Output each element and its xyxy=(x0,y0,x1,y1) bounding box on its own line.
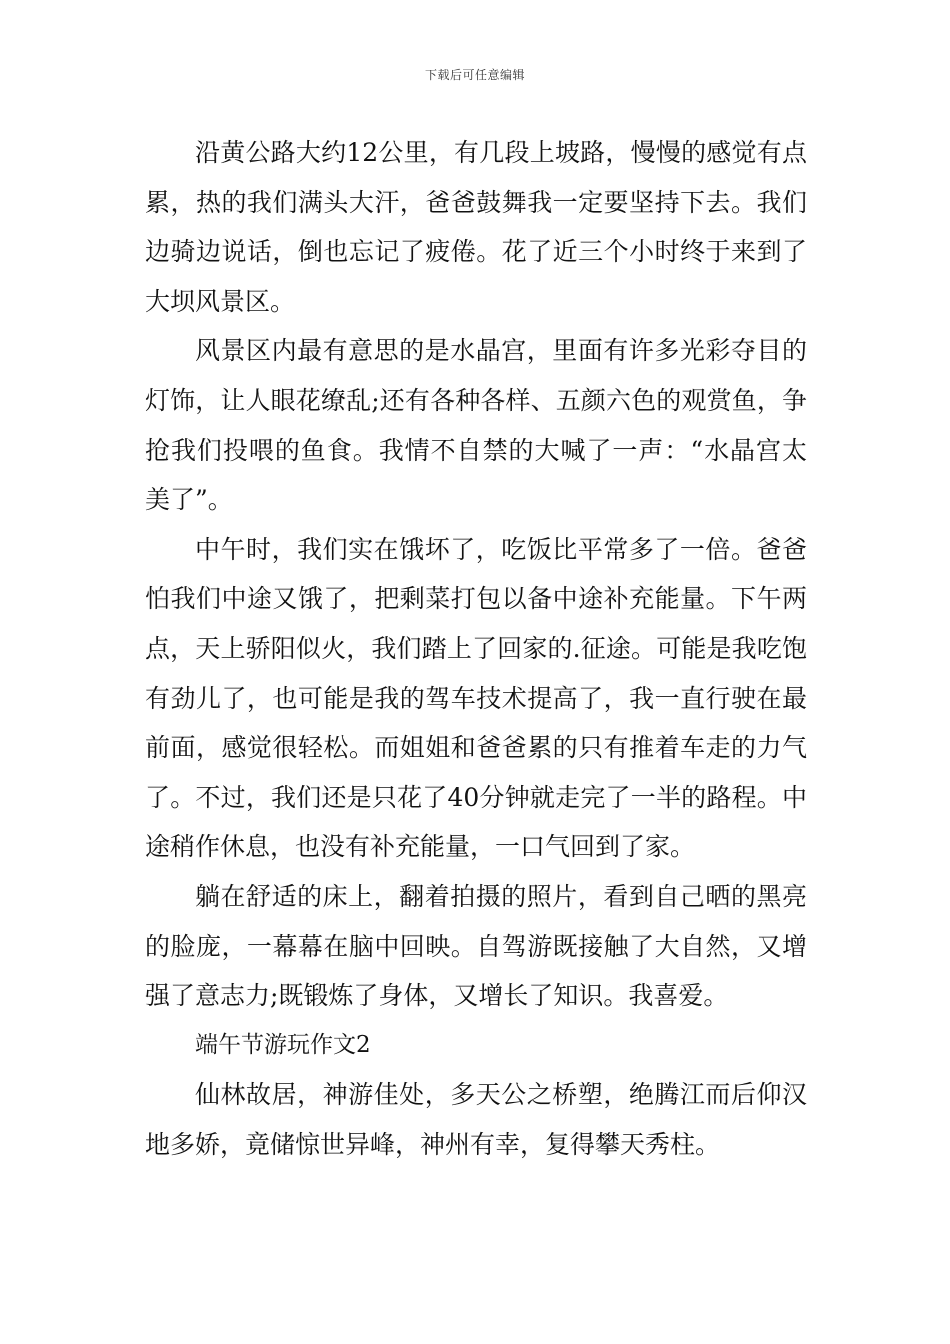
paragraph-return-trip: 中午时，我们实在饿坏了，吃饭比平常多了一倍。爸爸怕我们中途又饿了，把剩菜打包以备中途补充能量。下午两点，天上骄阳似火，我们踏上了回家的.征途。可能是我吃饱有劲儿了，也可能是我的驾车技术提高了，我一直行驶在最前面，感觉很轻松。而姐姐和爸爸累的只有推着车走的力气了。不过，我们还是只花了40分钟就走完了一半的路程。中途稍作休息，也没有补充能量，一口气回到了家。 xyxy=(145,534,807,862)
section-heading: 端午节游玩作文2 xyxy=(195,1031,371,1058)
paragraph-ride-uphill: 沿黄公路大约12公里，有几段上坡路，慢慢的感觉有点累，热的我们满头大汗，爸爸鼓舞我一定要坚持下去。我们边骑边说话，倒也忘记了疲倦。花了近三个小时终于来到了大坝风景区。 xyxy=(145,138,807,316)
paragraph-reflection: 躺在舒适的床上，翻着拍摄的照片，看到自己晒的黑亮的脸庞，一幕幕在脑中回映。自驾游既接触了大自然，又增强了意志力;既锻炼了身体，又增长了知识。我喜爱。 xyxy=(145,881,807,1011)
paragraph-xianlin: 仙林故居，神游佳处，多天公之桥塑，绝腾江而后仰汉地多娇，竟储惊世异峰，神州有幸，复得攀天秀柱。 xyxy=(145,1080,807,1159)
page-header: 下载后可任意编辑 xyxy=(424,68,525,82)
document-body xyxy=(145,128,807,1169)
paragraph-crystal-palace: 风景区内最有意思的是水晶宫，里面有许多光彩夺目的灯饰，让人眼花缭乱;还有各种各样、五颜六色的观赏鱼，争抢我们投喂的鱼食。我情不自禁的大喊了一声：“水晶宫太美了”。 xyxy=(145,336,807,515)
